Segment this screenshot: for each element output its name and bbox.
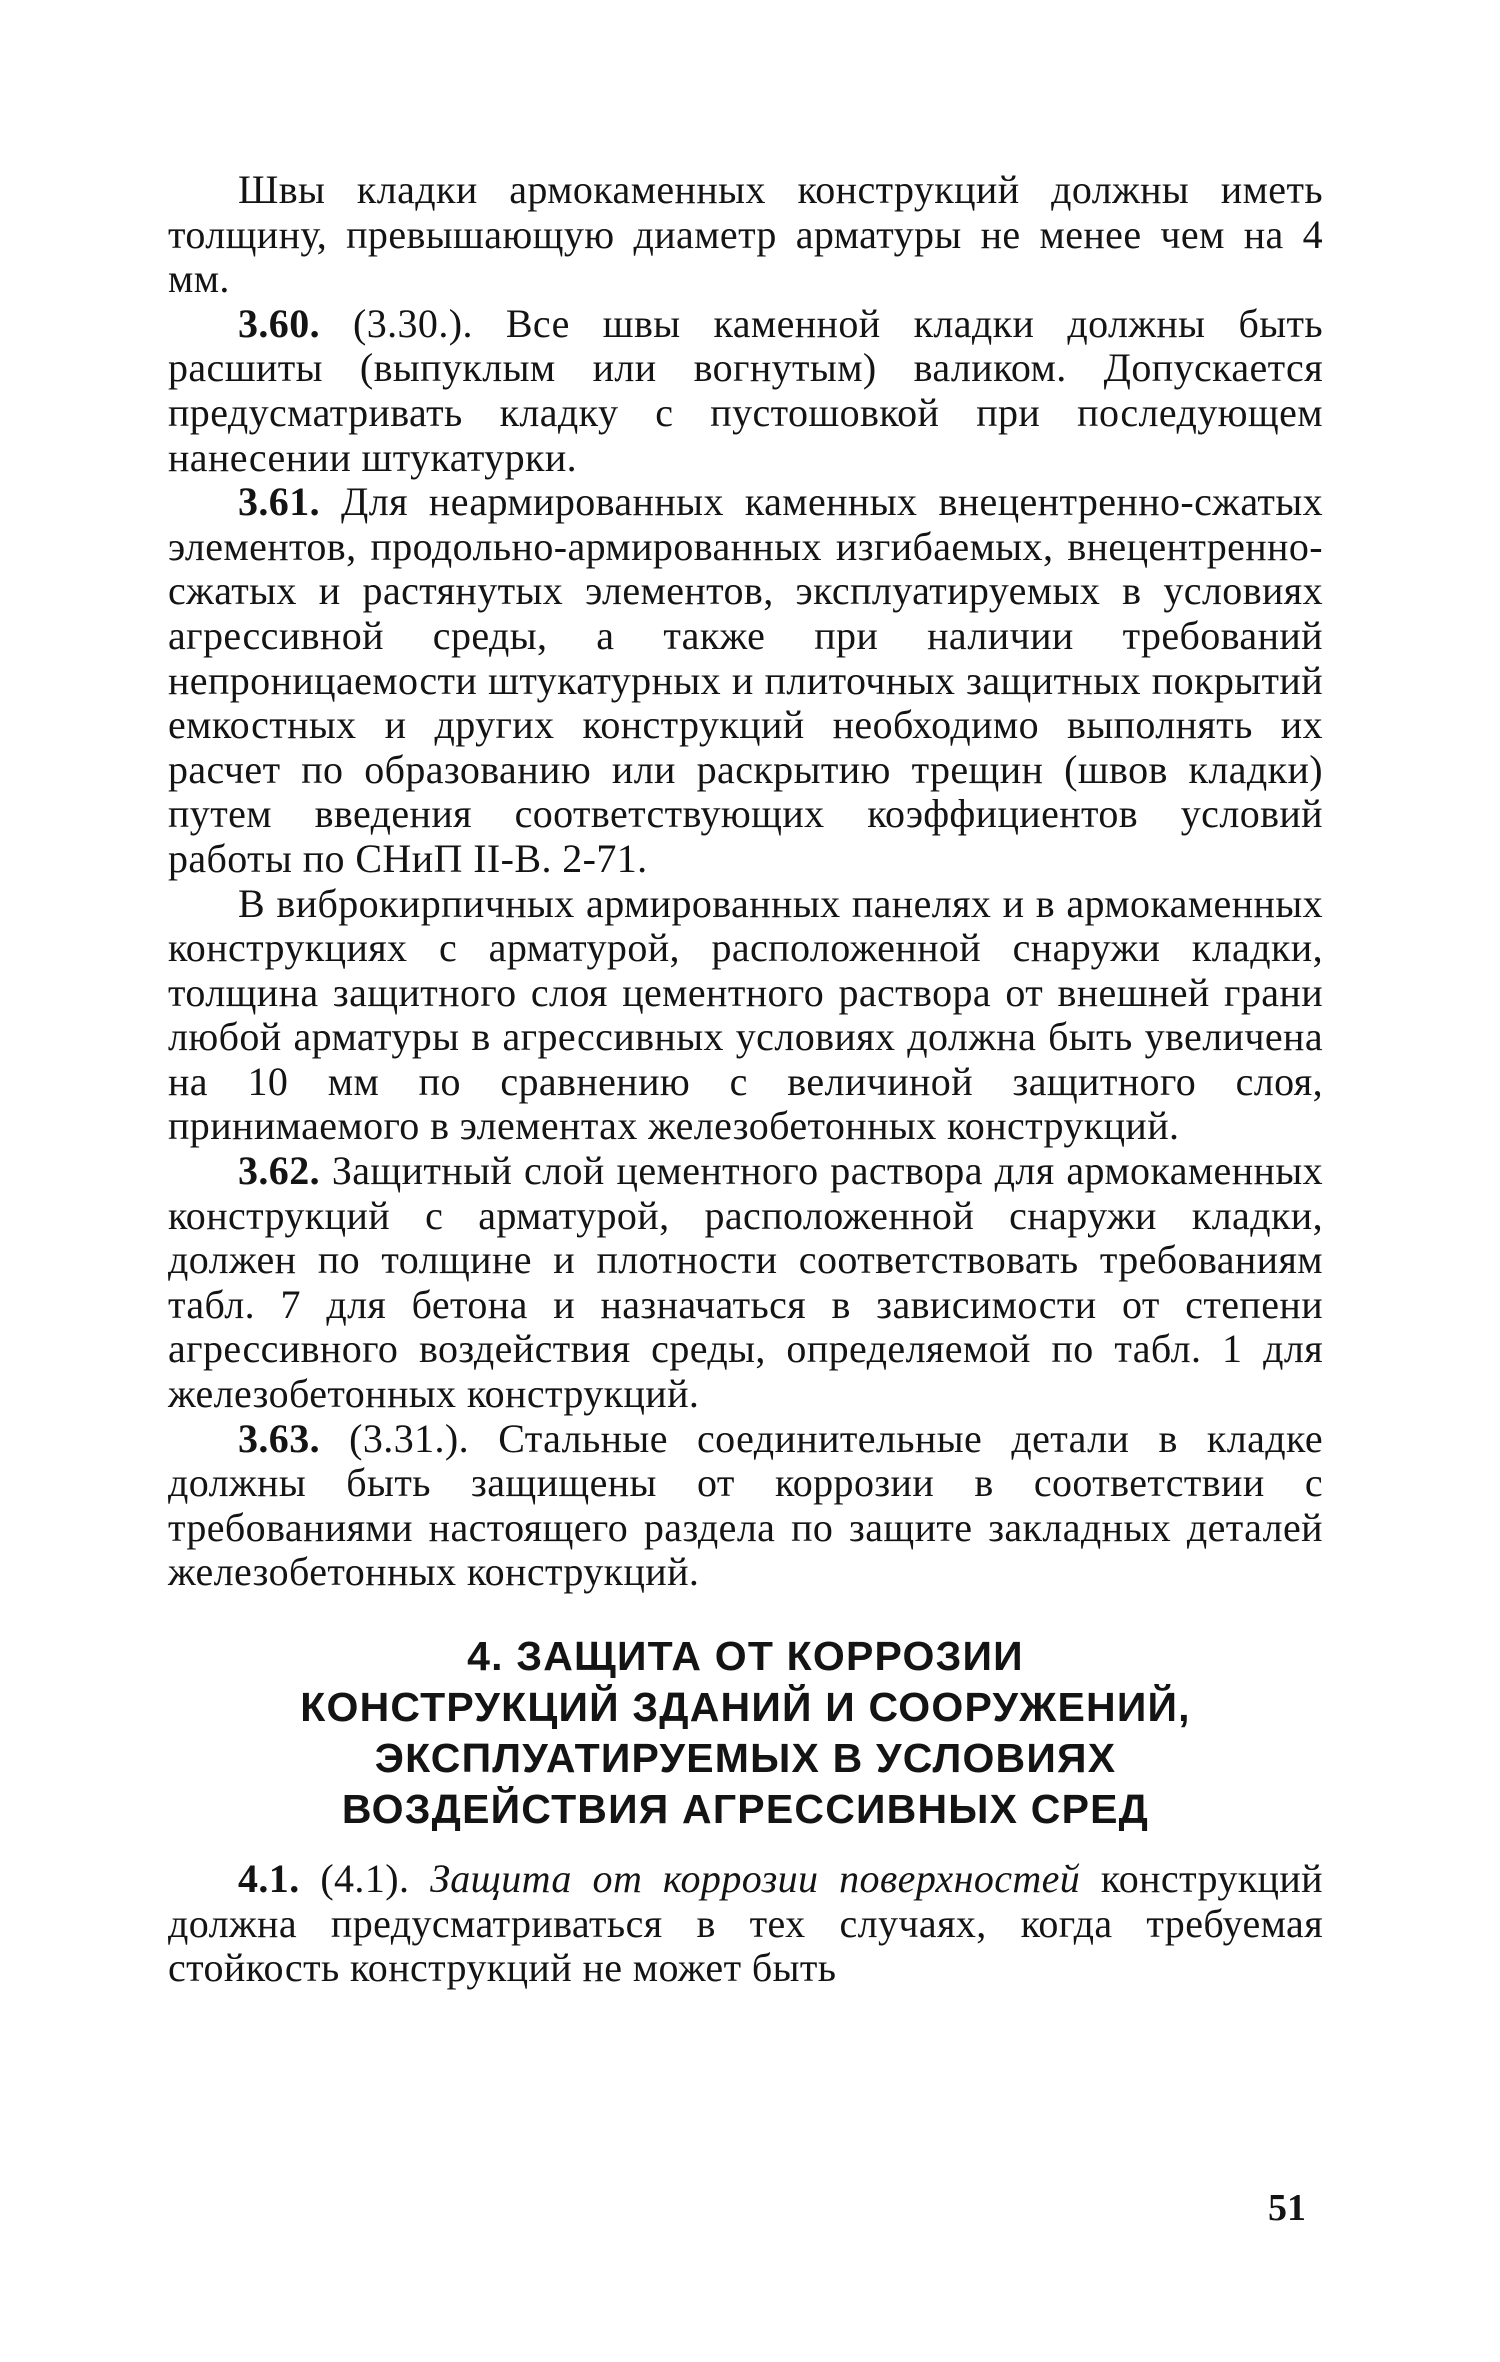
paragraph-vibrobrick-panels bbox=[168, 882, 1323, 1150]
clause-3-60 bbox=[168, 302, 1323, 480]
heading-line: ЭКСПЛУАТИРУЕМЫХ В УСЛОВИЯХ bbox=[374, 1735, 1117, 1781]
heading-line: КОНСТРУКЦИЙ ЗДАНИЙ И СООРУЖЕНИЙ, bbox=[300, 1684, 1191, 1730]
clause-number: 3.61. bbox=[238, 479, 320, 525]
paragraph-text: Швы кладки армокаменных конструкций должны иметь толщину, превышающую диаметр арматуры не менее чем на 4 мм. bbox=[168, 167, 1323, 302]
clause-4-1 bbox=[168, 1857, 1323, 1991]
clause-text: конструкций должна предусматриваться в тех случаях, когда требуемая стойкость конструкций не может быть bbox=[168, 1856, 1323, 1991]
clause-text: (3.31.). Стальные соединительные детали в кладке должны быть защищены от коррозии в соответствии с требованиями настоящего раздела по защите закладных деталей железобетонных конструкций. bbox=[168, 1415, 1323, 1595]
paragraph-text: В виброкирпичных армированных панелях и в армокаменных конструкциях с арматурой, расположенной снаружи кладки, толщина защитного слоя цементного раствора от внешней грани любой арматуры в агрессивных условиях должна быть увеличена на 10 мм по сравнению с величиной защитного слоя, принимаемого в элементах железобетонных конструкций. bbox=[168, 880, 1323, 1149]
clause-text: Защитный слой цементного раствора для армокаменных конструкций с арматурой, расположенной снаружи кладки, должен по толщине и плотности соответствовать требованиям табл. 7 для бетона и назначаться в зависимости от степени агрессивного воздействия среды, определяемой по табл. 1 для железобетонных конструкций. bbox=[168, 1148, 1323, 1417]
body-text bbox=[168, 168, 1323, 1991]
clause-3-61 bbox=[168, 480, 1323, 881]
clause-text: Для неармированных каменных внецентренно-сжатых элементов, продольно-армированных изгибаемых, внецентренно-сжатых и растянутых элементов, эксплуатируемых в условиях агрессивной среды, а также при наличии требований непроницаемости штукатурных и плиточных защитных покрытий емкостных и других конструкций необходимо выполнять их расчет по образованию или раскрытию трещин (швов кладки) путем введения соответствующих коэффициентов условий работы по СНиП II-В. 2-71. bbox=[168, 479, 1323, 881]
clause-reference: (4.1). bbox=[299, 1856, 431, 1901]
heading-line: 4. ЗАЩИТА ОТ КОРРОЗИИ bbox=[467, 1633, 1024, 1679]
clause-number: 3.60. bbox=[238, 300, 320, 346]
clause-number: 3.62. bbox=[238, 1148, 320, 1194]
clause-number: 4.1. bbox=[238, 1856, 300, 1901]
section-heading-4 bbox=[168, 1631, 1323, 1835]
page-number: 51 bbox=[1268, 2187, 1306, 2229]
clause-italic-text: Защита от коррозии поверхностей bbox=[430, 1856, 1081, 1901]
heading-line: ВОЗДЕЙСТВИЯ АГРЕССИВНЫХ СРЕД bbox=[341, 1786, 1150, 1832]
clause-3-62 bbox=[168, 1149, 1323, 1417]
clause-text: (3.30.). Все швы каменной кладки должны быть расшиты (выпуклым или вогнутым) валиком. Допускается предусматривать кладку с пустошовкой при последующем нанесении штукатурки. bbox=[168, 300, 1323, 480]
clause-number: 3.63. bbox=[238, 1415, 320, 1461]
clause-3-63 bbox=[168, 1417, 1323, 1595]
paragraph-joint-thickness bbox=[168, 168, 1323, 302]
